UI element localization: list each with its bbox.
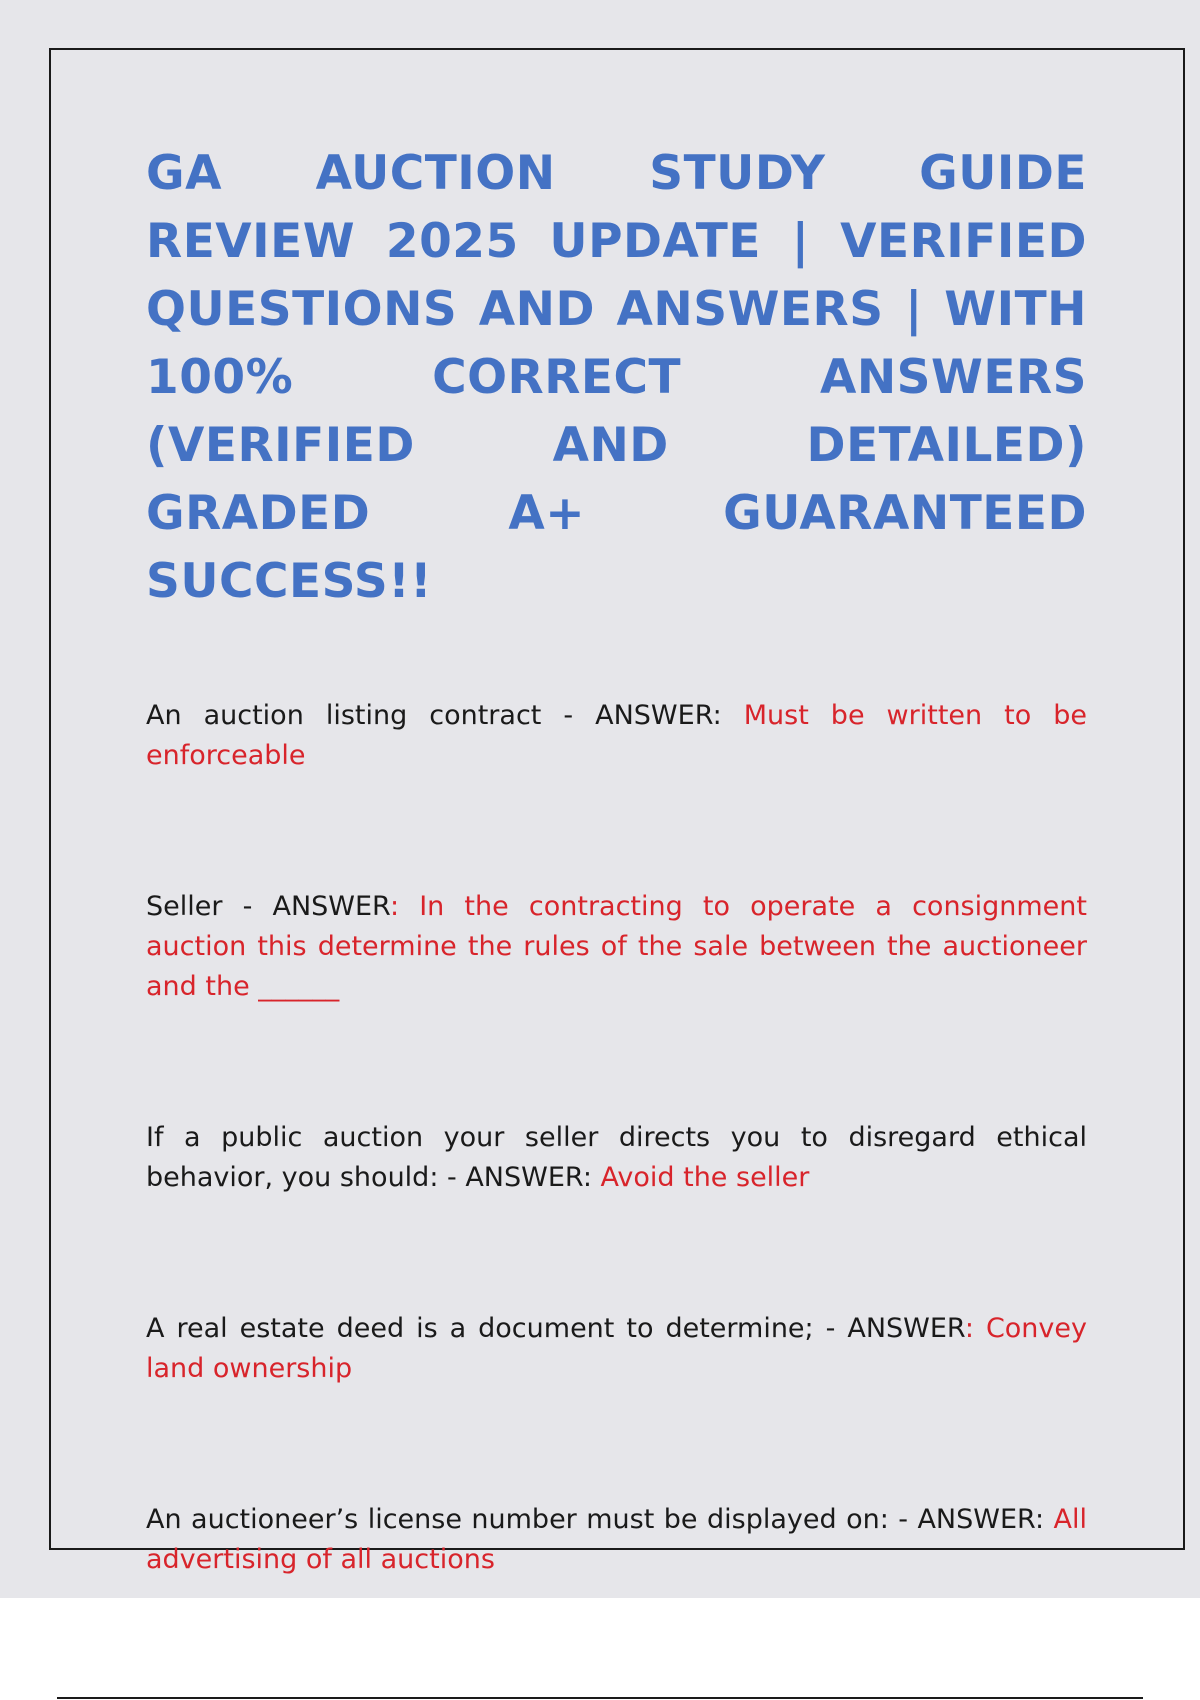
answer-text: Convey land ownership — [146, 1313, 1087, 1384]
document-content — [146, 140, 1087, 1691]
question-text: An auction listing contract - ANSWER — [146, 700, 713, 731]
question-text: If a public auction your seller directs you to disregard ethical behavior, you should: - ANSWER — [146, 1122, 1087, 1193]
document-title: GA AUCTION STUDY GUIDE REVIEW 2025 UPDATE | VERIFIED QUESTIONS AND ANSWERS | WITH 100% CORRECT ANSWERS (VERIFIED AND DETAILED) GRADED A+ GUARANTEED SUCCESS!! — [146, 146, 1087, 609]
qa-item-1 — [146, 696, 1087, 776]
question-text: Seller - ANSWER — [146, 891, 390, 922]
answer-separator: : — [712, 700, 744, 731]
answer-text: All advertising of all auctions — [146, 1504, 1087, 1575]
answer-separator: : — [964, 1313, 986, 1344]
answer-text: Avoid the seller — [600, 1162, 810, 1193]
qa-item-2 — [146, 887, 1087, 1007]
answer-separator: : — [1034, 1504, 1054, 1535]
question-text: A real estate deed is a document to determine; - ANSWER — [146, 1313, 965, 1344]
answer-separator: : — [582, 1162, 601, 1193]
qa-list — [146, 696, 1087, 1580]
answer-separator: : — [389, 891, 420, 922]
answer-text: Must be written to be enforceable — [146, 700, 1088, 771]
qa-item-4 — [146, 1309, 1087, 1389]
qa-item-5 — [146, 1500, 1087, 1580]
answer-text: In the contracting to operate a consignment auction this determine the rules of the sale between the auctioneer and the ______ — [146, 891, 1087, 1002]
bottom-divider — [57, 1697, 1143, 1699]
question-text: An auctioneer’s license number must be displayed on: - ANSWER — [146, 1504, 1035, 1535]
qa-item-3 — [146, 1118, 1087, 1198]
